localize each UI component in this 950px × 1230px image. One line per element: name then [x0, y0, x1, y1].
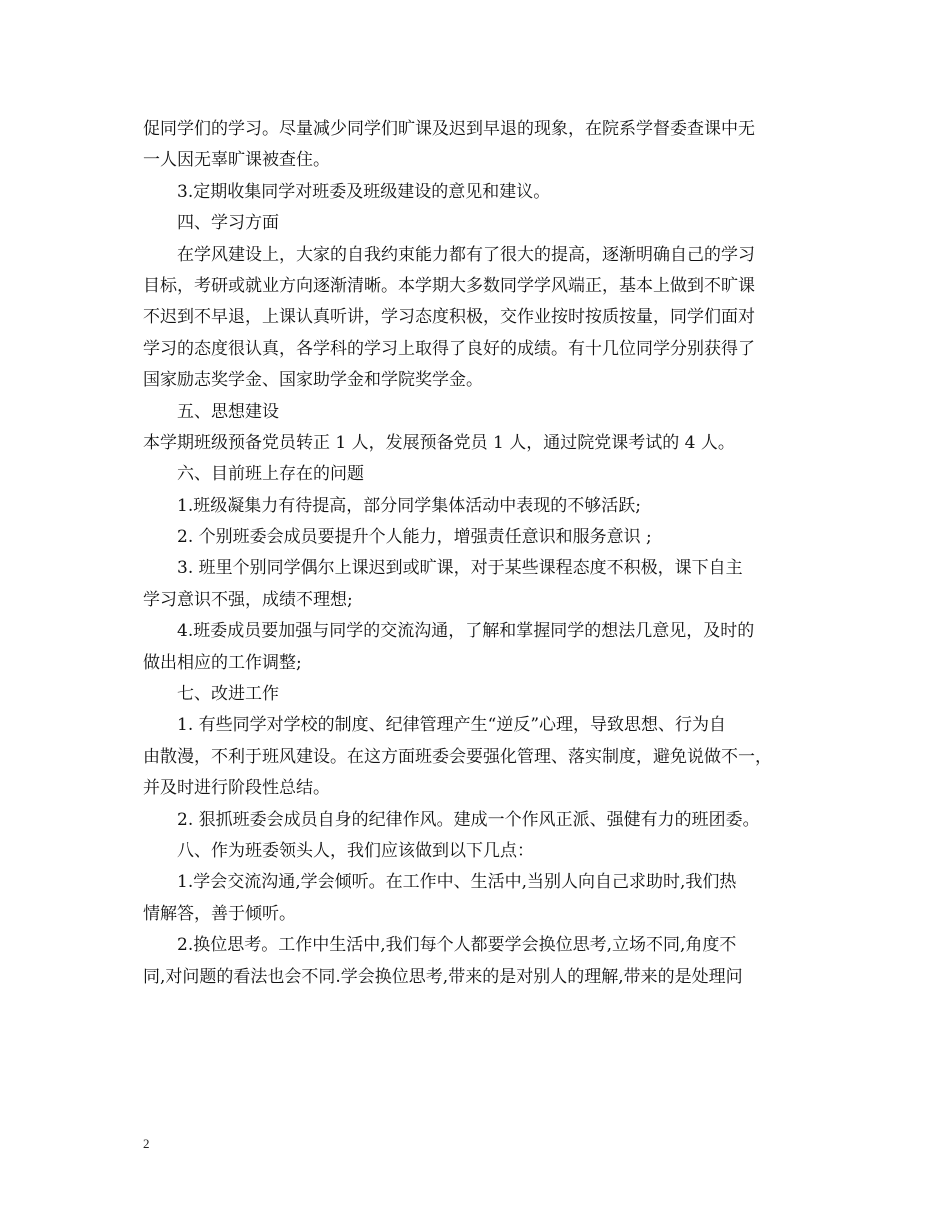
document-body [143, 114, 808, 993]
text-line: 并及时进行阶段性总结。 [143, 778, 330, 799]
text-line: 同,对问题的看法也会不同.学会换位思考,带来的是对别人的理解,带来的是处理问 [143, 966, 743, 987]
text-line: 目标，考研或就业方向逐渐清晰。本学期大多数同学学风端正，基本上做到不旷课 [143, 275, 755, 296]
text-line: 七、改进工作 [177, 684, 279, 705]
text-line: 促同学们的学习。尽量减少同学们旷课及迟到早退的现象，在院系学督委查课中无 [143, 119, 755, 139]
text-line: 2. 狠抓班委会成员自身的纪律作风。建成一个作风正派、强健有力的班团委。 [177, 809, 760, 830]
text-line: 2. 个别班委会成员要提升个人能力，增强责任意识和服务意识 ; [177, 527, 652, 548]
text-line: 不迟到不早退，上课认真听讲，学习态度积极，交作业按时按质按量，同学们面对 [143, 307, 755, 328]
text-line: 情解答，善于倾听。 [143, 903, 296, 924]
text-line: 3. 班里个别同学偶尔上课迟到或旷课，对于某些课程态度不积极，课下自主 [177, 558, 743, 579]
text-line: 一人因无辜旷课被查住。 [143, 150, 330, 171]
page-number: 2 [143, 1136, 150, 1151]
text-line: 4.班委成员要加强与同学的交流沟通，了解和掌握同学的想法几意见，及时的 [177, 621, 755, 642]
text-line: 在学风建设上，大家的自我约束能力都有了很大的提高，逐渐明确自己的学习 [177, 244, 755, 265]
text-line: 学习意识不强，成绩不理想; [143, 589, 353, 610]
text-line: 国家励志奖学金、国家助学金和学院奖学金。 [143, 370, 483, 391]
text-line: 1.学会交流沟通,学会倾听。在工作中、生活中,当别人向自己求助时,我们热 [177, 872, 737, 893]
text-line: 学习的态度很认真，各学科的学习上取得了良好的成绩。有十几位同学分别获得了 [143, 338, 755, 359]
text-line: 八、作为班委领头人，我们应该做到以下几点： [177, 840, 534, 861]
text-line: 1.班级凝集力有待提高，部分同学集体活动中表现的不够活跃; [177, 495, 641, 516]
text-line: 本学期班级预备党员转正 1 人，发展预备党员 1 人，通过院党课考试的 4 人。 [143, 432, 735, 453]
text-line: 五、思想建设 [177, 401, 279, 422]
text-line: 2.换位思考。工作中生活中,我们每个人都要学会换位思考,立场不同,角度不 [177, 935, 737, 956]
text-line: 3.定期收集同学对班委及班级建设的意见和建议。 [177, 181, 551, 202]
text-line: 做出相应的工作调整; [143, 652, 302, 673]
text-line: 四、学习方面 [177, 213, 279, 234]
text-line: 六、目前班上存在的问题 [177, 464, 364, 485]
text-line: 1. 有些同学对学校的制度、纪律管理产生“逆反”心理，导致思想、行为自 [177, 715, 727, 736]
text-line: 由散漫，不利于班风建设。在这方面班委会要强化管理、落实制度，避免说做不一， [143, 746, 772, 767]
